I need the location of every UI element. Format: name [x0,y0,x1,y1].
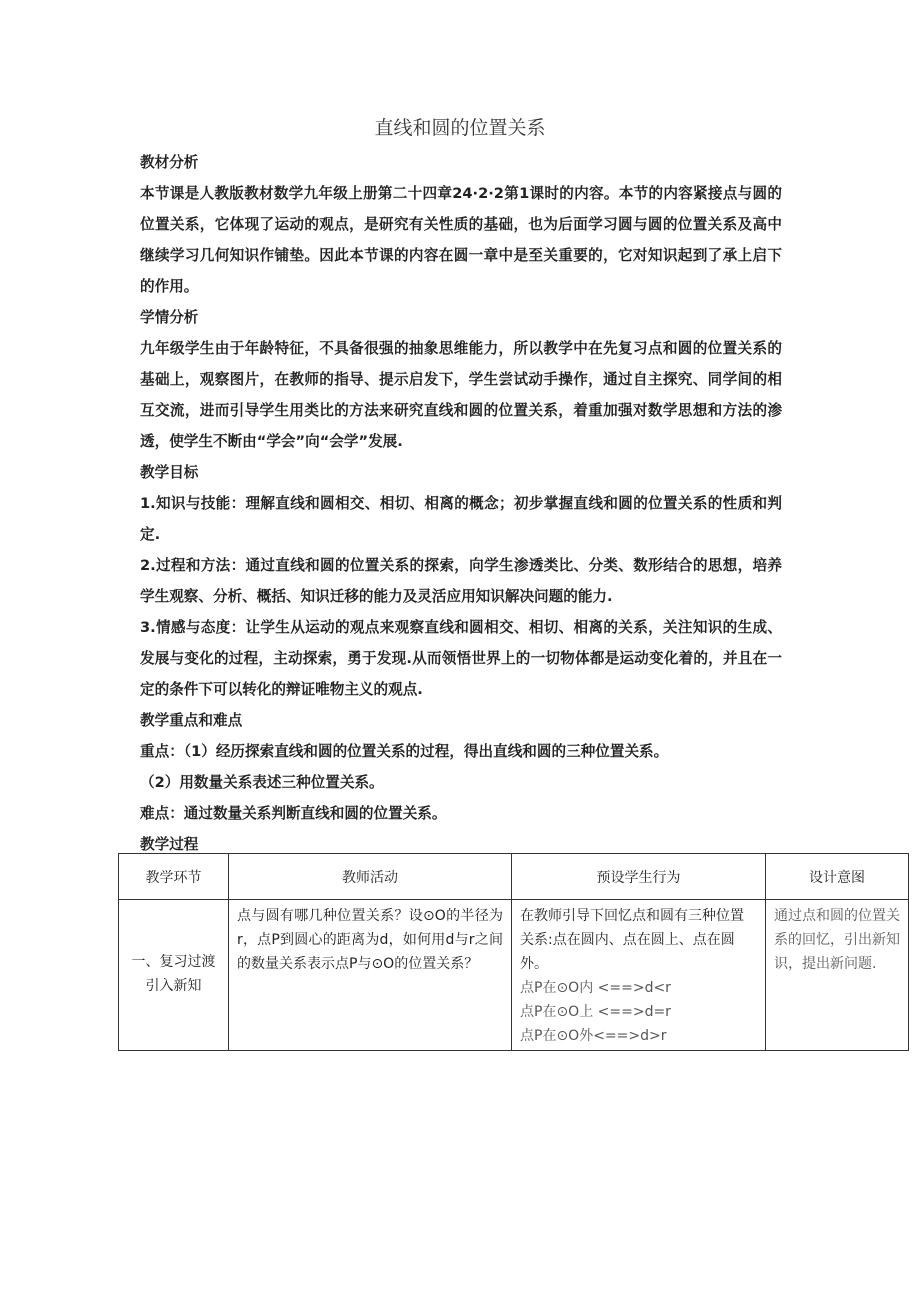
section-heading-key-points: 教学重点和难点 [140,712,243,729]
document-title: 直线和圆的位置关系 [374,117,546,139]
paragraph-key-point-2: （2）用数量关系表述三种位置关系。 [140,774,384,791]
table-row [119,900,909,1051]
paragraph-difficulty: 难点：通过数量关系判断直线和圆的位置关系。 [140,805,447,822]
column-header-teacher-activity: 教师活动 [229,854,512,900]
document-body [140,147,782,860]
cell-student-behavior [512,900,766,1051]
student-intro: 在教师引导下回忆点和圆有三种位置关系:点在圆内、点在圆上、点在圆外。 [520,908,744,972]
column-header-student-behavior: 预设学生行为 [512,854,766,900]
table-header-row [119,854,909,900]
paragraph-goal-attitude: 3.情感与态度：让学生从运动的观点来观察直线和圆相交、相切、相离的关系，关注知识的生成、发展与变化的过程，主动探索，勇于发现.从而领悟世界上的一切物体都是运动变化着的，并且在一定的条件下可以转化的辩证唯物主义的观点. [140,619,782,698]
student-relation-inside: 点P在⊙O内 <==>d<r [520,980,671,996]
stage-line-2: 引入新知 [145,978,202,994]
section-heading-teaching-process: 教学过程 [140,836,199,853]
paragraph-goal-knowledge: 1.知识与技能：理解直线和圆相交、相切、相离的概念；初步掌握直线和圆的位置关系的性质和判定. [140,495,782,543]
section-heading-textbook-analysis: 教材分析 [140,154,199,171]
teaching-process-table [118,853,909,1051]
paragraph-student-analysis: 九年级学生由于年龄特征，不具备很强的抽象思维能力，所以教学中在先复习点和圆的位置关系的基础上，观察图片，在教师的指导、提示启发下，学生尝试动手操作，通过自主探究、同学间的相互交流，进而引导学生用类比的方法来研究直线和圆的位置关系，着重加强对数学思想和方法的渗透，使学生不断由“学会”向“会学”发展. [140,340,782,450]
section-heading-student-analysis: 学情分析 [140,309,199,326]
paragraph-key-point-1: 重点：（1）经历探索直线和圆的位置关系的过程，得出直线和圆的三种位置关系。 [140,743,669,760]
column-header-stage: 教学环节 [119,854,229,900]
student-relation-outside: 点P在⊙O外<==>d>r [520,1028,667,1044]
cell-teacher-activity: 点与圆有哪几种位置关系？设⊙O的半径为r，点P到圆心的距离为d，如何用d与r之间的数量关系表示点P与⊙O的位置关系？ [229,900,512,1051]
cell-design-intent: 通过点和圆的位置关系的回忆，引出新知识，提出新问题. [766,900,909,1051]
section-heading-teaching-goals: 教学目标 [140,464,199,481]
paragraph-goal-process: 2.过程和方法：通过直线和圆的位置关系的探索，向学生渗透类比、分类、数形结合的思想，培养学生观察、分析、概括、知识迁移的能力及灵活应用知识解决问题的能力. [140,557,782,605]
cell-stage [119,900,229,1051]
student-relation-on: 点P在⊙O上 <==>d=r [520,1004,671,1020]
column-header-design-intent: 设计意图 [766,854,909,900]
paragraph-textbook-analysis: 本节课是人教版教材数学九年级上册第二十四章24·2·2第1课时的内容。本节的内容紧接点与圆的位置关系，它体现了运动的观点，是研究有关性质的基础，也为后面学习圆与圆的位置关系及高中继续学习几何知识作铺垫。因此本节课的内容在圆一章中是至关重要的，它对知识起到了承上启下的作用。 [140,185,782,295]
stage-line-1: 一、复习过渡 [131,954,216,970]
